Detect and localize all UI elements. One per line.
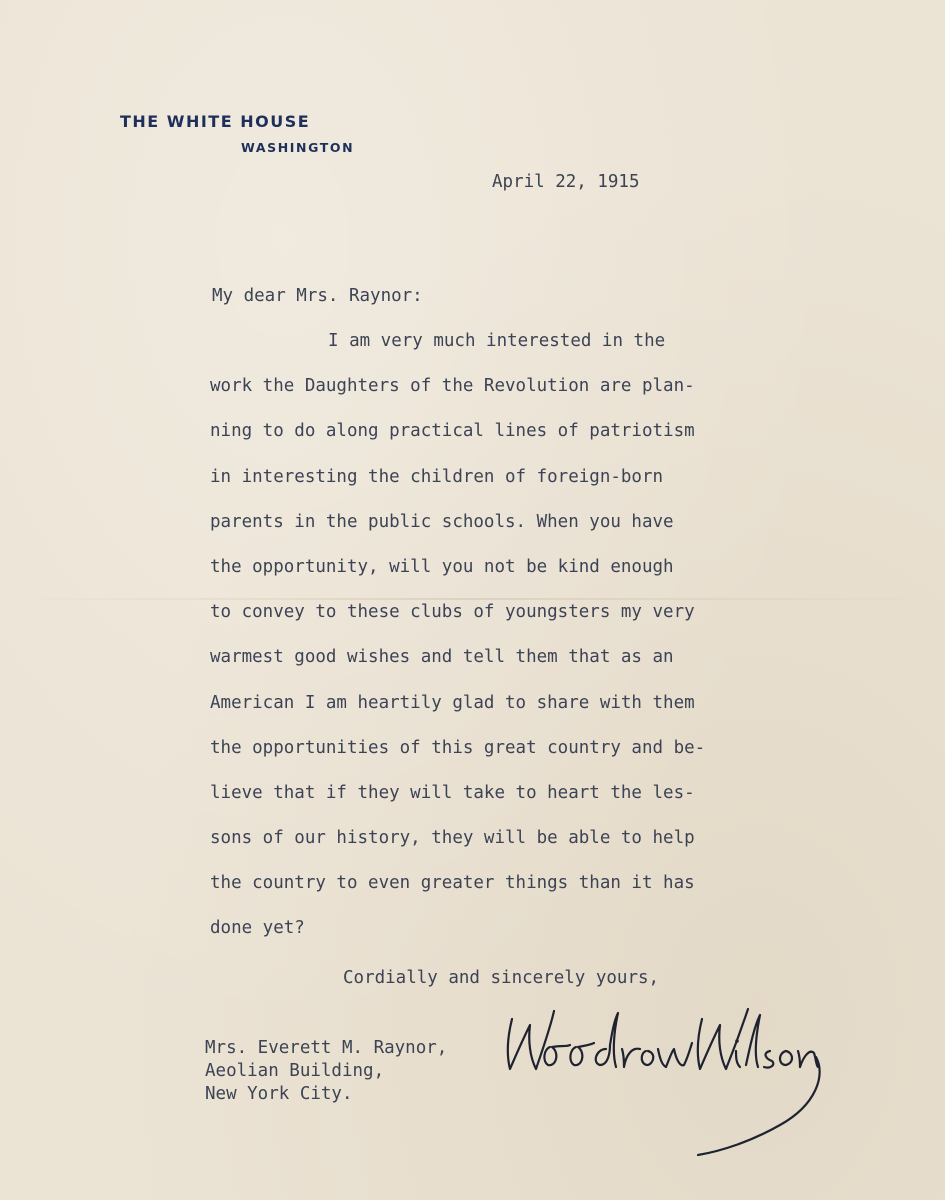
recipient-address	[205, 1037, 447, 1106]
closing: Cordially and sincerely yours,	[343, 968, 660, 988]
letter-body	[210, 330, 705, 963]
body-line: the opportunities of this great country and be-	[210, 737, 706, 758]
body-line: warmest good wishes and tell them that as an	[210, 647, 674, 668]
letterhead	[120, 112, 355, 155]
body-line: in interesting the children of foreign-born	[210, 466, 664, 487]
body-line: lieve that if they will take to heart the les-	[210, 782, 695, 803]
salutation: My dear Mrs. Raynor:	[212, 286, 423, 306]
body-line: sons of our history, they will be able to help	[210, 828, 695, 849]
letter-date: April 22, 1915	[492, 172, 640, 192]
body-line: done yet?	[210, 918, 305, 939]
letterhead-title: THE WHITE HOUSE	[120, 112, 311, 131]
recipient-name: Mrs. Everett M. Raynor,	[205, 1038, 448, 1058]
body-line: parents in the public schools. When you have	[210, 511, 674, 532]
body-line: work the Daughters of the Revolution are plan-	[210, 376, 695, 397]
body-line: ning to do along practical lines of patriotism	[210, 421, 695, 442]
body-line: to convey to these clubs of youngsters my very	[210, 602, 695, 623]
body-line: American I am heartily glad to share with them	[210, 692, 695, 713]
recipient-building: Aeolian Building,	[205, 1061, 385, 1081]
signature	[490, 995, 830, 1165]
body-line: the country to even greater things than it has	[210, 873, 695, 894]
letterhead-subtitle: WASHINGTON	[241, 140, 355, 155]
recipient-city: New York City.	[205, 1084, 353, 1104]
body-line: the opportunity, will you not be kind enough	[210, 556, 674, 577]
body-line: I am very much interested in the	[328, 331, 666, 351]
